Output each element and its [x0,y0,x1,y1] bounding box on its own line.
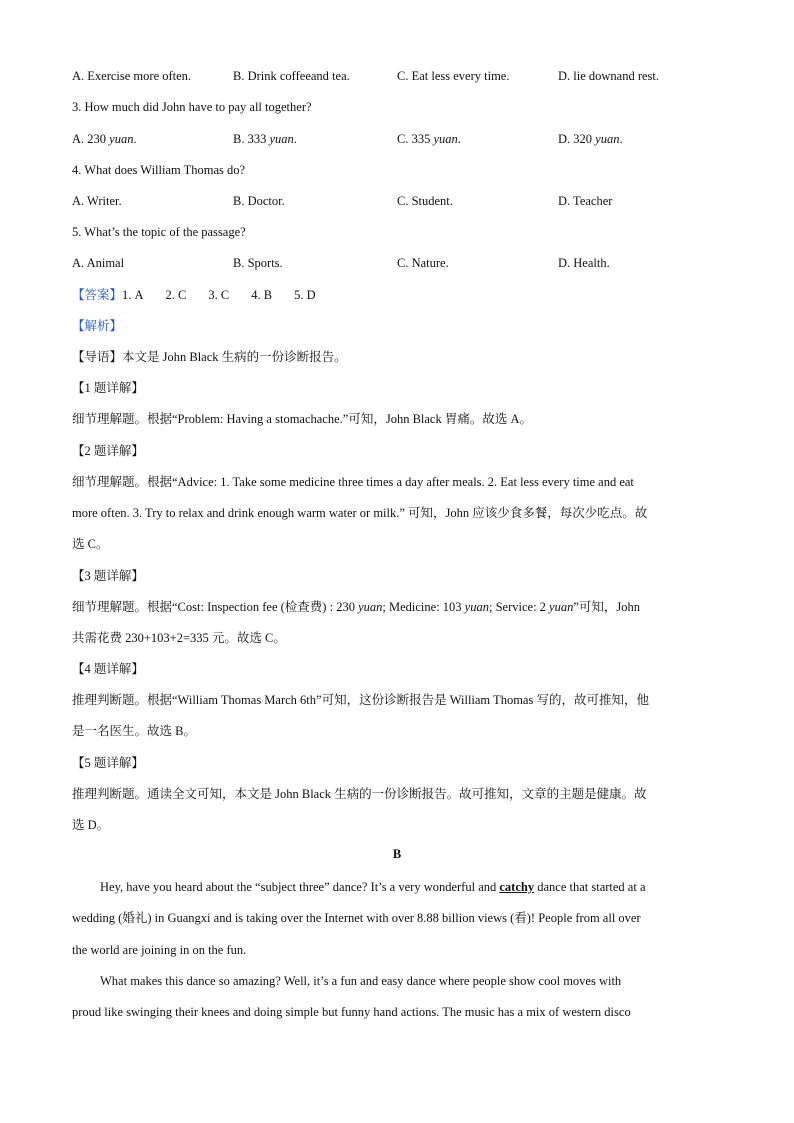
answer-label: 【答案】 [72,288,123,302]
detail-4-line-1: 推理判断题。根据“William Thomas March 6th”可知，这份诊断报告是 William Thomas 写的，故可推知，他 [72,693,649,707]
passage-p2-line-2: proud like swinging their knees and doing simple but funny hand actions. The music has a mix of western disco [72,1005,631,1019]
detail-5-line-1: 推理判断题。通读全文可知，本文是 John Black 生病的一份诊断报告。故可推知，文章的主题是健康。故 [72,787,647,801]
section-heading: B [392,847,402,861]
passage-p1-line-3: the world are joining in on the fun. [72,943,247,957]
detail-5-line-2: 选 D。 [72,818,110,832]
detail-2-line-2: more often. 3. Try to relax and drink enough warm water or milk.” 可知，John 应该少食多餐，每次少吃点。故 [72,506,648,520]
detail-4-line-2: 是一名医生。故选 B。 [72,724,196,738]
vocab-highlight: catchy [499,880,535,894]
q3-option-d: D. 320 yuan. [558,132,623,146]
analysis-label: 【解析】 [72,319,123,333]
detail-3-line-2: 共需花费 230+103+2=335 元。故选 C。 [72,631,286,645]
q3-option-b: B. 333 yuan. [233,132,297,146]
guide-text: 【导语】本文是 John Black 生病的一份诊断报告。 [72,350,347,364]
answer-item: 1. A [122,288,144,302]
detail-2-heading: 【2 题详解】 [72,444,144,458]
detail-4-heading: 【4 题详解】 [72,662,144,676]
answer-key [72,286,316,304]
q3-option-a: A. 230 yuan. [72,132,137,146]
q4-option-a: A. Writer. [72,194,122,208]
detail-5-heading: 【5 题详解】 [72,756,144,770]
q5-option-a: A. Animal [72,256,125,270]
passage-p1-line-1: Hey, have you heard about the “subject three” dance? It’s a very wonderful and catchy dance that started at a [100,880,646,894]
q4-stem: 4. What does William Thomas do? [72,163,246,177]
q3-stem: 3. How much did John have to pay all together? [72,100,312,114]
q2-option-d: D. lie downand rest. [558,69,660,83]
q4-option-c: C. Student. [397,194,453,208]
detail-2-line-3: 选 C。 [72,537,109,551]
passage-p2-line-1: What makes this dance so amazing? Well, it’s a fun and easy dance where people show cool moves with [100,974,622,988]
q5-option-d: D. Health. [558,256,610,270]
q5-option-b: B. Sports. [233,256,283,270]
answer-item: 3. C [208,288,230,302]
q2-option-a: A. Exercise more often. [72,69,192,83]
q5-option-c: C. Nature. [397,256,449,270]
q2-option-b: B. Drink coffeeand tea. [233,69,350,83]
detail-2-line-1: 细节理解题。根据“Advice: 1. Take some medicine three times a day after meals. 2. Eat less every time and eat [72,475,634,489]
q3-option-c: C. 335 yuan. [397,132,461,146]
q4-option-d: D. Teacher [558,194,613,208]
detail-3-line-1: 细节理解题。根据“Cost: Inspection fee (检查费) : 230 yuan; Medicine: 103 yuan; Service: 2 yuan”可知，John [72,600,641,614]
detail-3-heading: 【3 题详解】 [72,569,144,583]
answer-item: 4. B [251,288,273,302]
detail-1-text: 细节理解题。根据“Problem: Having a stomachache.”可知，John Black 胃痛。故选 A。 [72,412,532,426]
q2-option-c: C. Eat less every time. [397,69,510,83]
passage-p1-line-2: wedding (婚礼) in Guangxi and is taking over the Internet with over 8.88 billion views (看)! People from all over [72,911,641,925]
q5-stem: 5. What’s the topic of the passage? [72,225,246,239]
answer-item: 2. C [165,288,187,302]
q4-option-b: B. Doctor. [233,194,285,208]
answer-item: 5. D [294,288,316,302]
detail-1-heading: 【1 题详解】 [72,381,144,395]
